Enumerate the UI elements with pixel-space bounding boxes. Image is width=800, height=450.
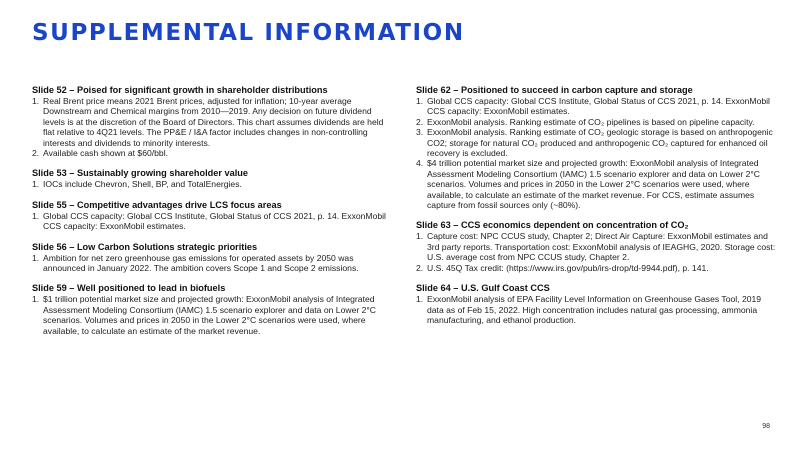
footnote-text: $1 trillion potential market size and projected growth: ExxonMobil analysis of Integrated Assessment Modeling Consortium (IAMC) 1.5 scenario explorer and data on Lower 2°C scenarios. Volumes and prices in 2050 in the Lower 2°C scenarios were used, where available, to calculate an estimate of the market revenue.	[43, 294, 377, 336]
footnote-number: 1.	[32, 179, 40, 190]
footnote-item	[32, 294, 394, 336]
footnote-text: Global CCS capacity: Global CCS Institute, Global Status of CCS 2021, p. 14. ExxonMobil CCS capacity: ExxonMobil estimates.	[427, 96, 770, 117]
footnote-number: 3.	[416, 127, 424, 138]
footnote-number: 1.	[32, 294, 40, 305]
left-column	[32, 85, 394, 346]
footnote-text: IOCs include Chevron, Shell, BP, and TotalEnergies.	[43, 179, 242, 190]
footnote-item	[416, 158, 778, 210]
section-title: Slide 52 – Poised for significant growth in shareholder distributions	[32, 85, 328, 95]
footnote-item	[32, 253, 394, 274]
footnote-item	[32, 148, 394, 158]
footnote-section	[416, 283, 778, 325]
footnote-item	[32, 211, 394, 232]
page-number: 98	[762, 423, 770, 430]
footnote-number: 2.	[416, 116, 424, 127]
footnote-number: 2.	[416, 262, 424, 273]
footnote-number: 1.	[416, 294, 424, 305]
footnote-text: ExxonMobil analysis of EPA Facility Level Information on Greenhouse Gases Tool, 2019 data as of Feb 15, 2022. High concentration includes natural gas processing, ammonia manufacturing, and ethanol production.	[427, 294, 762, 325]
section-title: Slide 64 – U.S. Gulf Coast CCS	[416, 283, 550, 294]
section-title: Slide 55 – Competitive advantages drive LCS focus areas	[32, 199, 282, 210]
footnote-number: 1.	[32, 252, 40, 263]
footnote-number: 1.	[32, 96, 40, 106]
footnote-item	[416, 263, 778, 273]
footnote-section	[416, 220, 778, 273]
footnote-number: 4.	[416, 158, 424, 169]
footnote-section	[32, 283, 394, 336]
footnote-text: Capture cost: NPC CCUS study, Chapter 2; Direct Air Capture: ExxonMobil estimates and 3rd party reports. Transportation cost: ExxonMobil analysis of IEAGHG, 2020. Storage cost: U.S. average cost from NPC CCUS study, Chapter 2.	[427, 231, 776, 263]
footnote-number: 1.	[32, 210, 40, 221]
footnote-section	[32, 85, 394, 158]
footnote-text: ExxonMobil analysis. Ranking estimate of CO₂ geologic storage is based on anthropogenic CO2; storage for natural CO₂ produced and anthropogenic CO₂ captured for enhanced oil recovery is excluded.	[427, 127, 773, 159]
footnote-text: Real Brent price means 2021 Brent prices, adjusted for inflation; 10-year average Downstream and Chemical margins from 2010—2019. Any decision on future dividend levels is at the discretion of the Board of Directors. This chart assumes dividends are held flat relative to 4Q21 levels. The PP&E / I&A factor includes changes in non-controlling interests and dividends to minority interests.	[43, 96, 384, 148]
footnote-section	[416, 85, 778, 210]
footnote-item	[32, 96, 394, 148]
footnote-text: $4 trillion potential market size and projected growth: ExxonMobil analysis of Integrated Assessment Modeling Consortium (IAMC) 1.5 scenario explorer and data on Lower 2°C scenarios. Volumes and prices in 2050 in the Lower 2°C scenarios were used, where available, to calculate an estimate of the market revenue. For CCS, estimate assumes capture from fossil sources only (~80%).	[427, 158, 761, 211]
footnote-item	[416, 294, 778, 325]
section-title: Slide 62 – Positioned to succeed in carbon capture and storage	[416, 85, 693, 95]
footnote-item	[416, 231, 778, 262]
footnote-text: Global CCS capacity: Global CCS Institute, Global Status of CCS 2021, p. 14. ExxonMobil CCS capacity: ExxonMobil estimates.	[43, 210, 386, 232]
footnote-text: Available cash shown at $60/bbl.	[43, 148, 169, 159]
footnote-item	[416, 127, 778, 158]
footnote-item	[416, 96, 778, 117]
footnote-item	[32, 179, 394, 189]
footnote-number: 1.	[416, 231, 424, 242]
section-title: Slide 63 – CCS economics dependent on concentration of CO₂	[416, 220, 689, 231]
footnote-section	[32, 242, 394, 274]
footnote-item	[416, 117, 778, 127]
section-title: Slide 56 – Low Carbon Solutions strategic priorities	[32, 241, 258, 252]
section-title: Slide 53 – Sustainably growing shareholder value	[32, 168, 248, 179]
page-title: SUPPLEMENTAL INFORMATION	[32, 20, 465, 46]
footnote-section	[32, 200, 394, 232]
section-title: Slide 59 – Well positioned to lead in biofuels	[32, 283, 226, 294]
footnote-section	[32, 168, 394, 189]
footnote-text: Ambition for net zero greenhouse gas emissions for operated assets by 2050 was announced in January 2022. The ambition covers Scope 1 and Scope 2 emissions.	[43, 252, 359, 274]
footnote-text: ExxonMobil analysis. Ranking estimate of CO₂ pipelines is based on pipeline capacity.	[427, 116, 755, 127]
footnote-number: 1.	[416, 96, 424, 106]
right-column	[416, 85, 778, 335]
footnote-text: U.S. 45Q Tax credit: (https://www.irs.gov/pub/irs-drop/td-9944.pdf), p. 141.	[427, 262, 709, 273]
footnote-number: 2.	[32, 148, 40, 159]
